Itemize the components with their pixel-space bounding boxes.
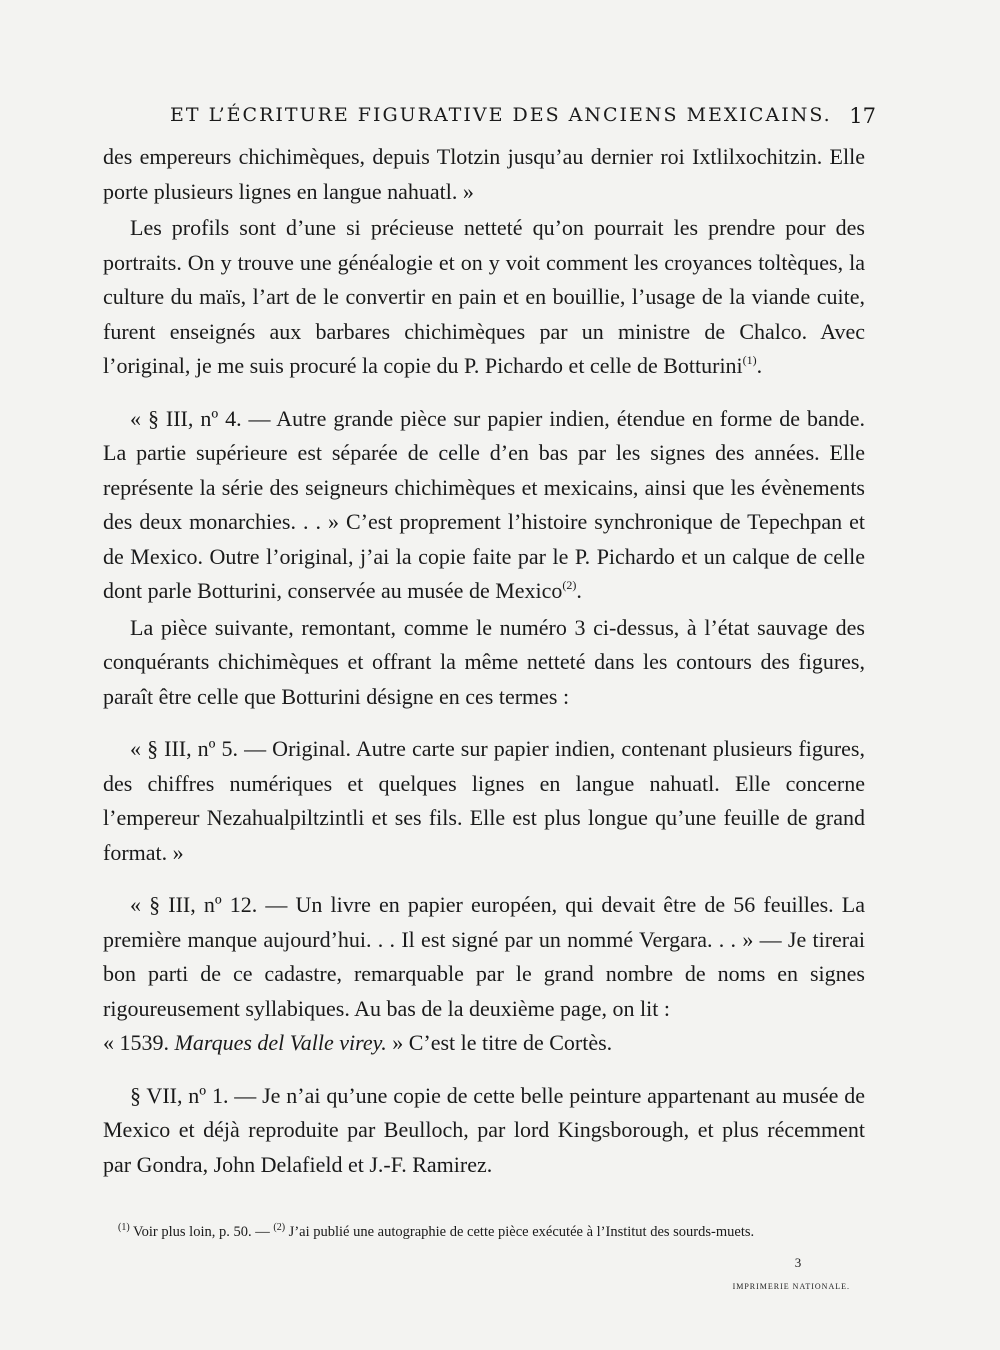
footnote-mark-2: (2): [273, 1222, 286, 1233]
page-number: 17: [849, 104, 876, 128]
quote-end: » C’est le titre de Cortès.: [392, 1030, 613, 1055]
quote-start: « 1539.: [103, 1030, 169, 1055]
running-header: ET L’ÉCRITURE FIGURATIVE DES ANCIENS MEXICAINS.: [170, 104, 832, 126]
footnote-text-1: Voir plus loin, p. 50. —: [133, 1224, 270, 1240]
paragraph-text: « § III, nº 4. — Autre grande pièce sur papier indien, étendue en forme de bande. La partie supérieure est séparée de celle d’en bas par les signes des années. Elle représente la série des seigneurs chichimèques et mexicains, ainsi que les évènements des deux monarchies. . . » C’est proprement l’histoire synchronique de Tepechpan et de Mexico. Outre l’original, j’ai la copie faite par le P. Pichardo et un calque de celle dont parle Botturini, conservée au musée de Mexico: [103, 405, 865, 603]
footnote-text-2: J’ai publié une autographie de cette pièce exécutée à l’Institut des sourds-muets.: [288, 1224, 755, 1240]
paragraph-text: Les profils sont d’une si précieuse netteté qu’on pourrait les prendre pour des portraits. On y trouve une généalogie et on y voit comment les croyances toltèques, la culture du maïs, l’art de le convertir en pain et en bouillie, l’usage de la viande cuite, furent enseignés aux barbares chichimèques par un ministre de Chalco. Avec l’original, je me suis procuré la copie du P. Pichardo et celle de Botturini: [103, 215, 865, 378]
paragraph-continued: des empereurs chichimèques, depuis Tlotzin jusqu’au dernier roi Ixtlilxochitzin. Elle porte plusieurs lignes en langue nahuatl. »: [103, 144, 865, 204]
signature-mark: 3: [794, 1255, 802, 1270]
footnote-ref-2: (2): [562, 578, 577, 592]
paragraph-quote-iii-12: « § III, nº 12. — Un livre en papier européen, qui devait être de 56 feuilles. La première manque aujourd’hui. . . Il est signé par un nommé Vergara. . . » — Je tirerai bon parti de ce cadastre, remarquable par le grand nombre de noms en signes rigoureusement syllabiques. Au bas de la deuxième page, on lit :: [103, 892, 865, 1021]
paragraph-marques: [103, 1026, 865, 1061]
paragraph-end: .: [756, 353, 763, 378]
paragraph-vii-1: § VII, nº 1. — Je n’ai qu’une copie de cette belle peinture appartenant au musée de Mexico et déjà reproduite par Beulloch, par lord Kingsborough, et plus récemment par Gondra, John Delafield et J.-F. Ramirez.: [103, 1082, 865, 1177]
imprint-line: IMPRIMERIE NATIONALE.: [732, 1282, 850, 1291]
footnote-ref-1: (1): [742, 353, 757, 367]
body-text: [103, 140, 865, 1182]
paragraph-end: .: [576, 578, 582, 603]
footnote-mark-1: (1): [118, 1222, 130, 1233]
italic-title: Marques del Valle virey.: [174, 1030, 387, 1055]
paragraph-quote-iii-5: « § III, nº 5. — Original. Autre carte sur papier indien, contenant plusieurs figures, des chiffres numériques et quelques lignes en langue nahuatl. Elle concerne l’empereur Nezahualpiltzintli et ses fils. Elle est plus longue qu’une feuille de grand format. »: [103, 736, 865, 865]
paragraph-piece-suivante: La pièce suivante, remontant, comme le numéro 3 ci-dessus, à l’état sauvage des conquérants chichimèques et offrant la même netteté dans les contours des figures, paraît être celle que Botturini désigne en ces termes :: [103, 614, 865, 709]
footnotes: [118, 1224, 878, 1241]
paragraph-profiles: [103, 211, 865, 384]
paragraph-quote-iii-4: [103, 402, 865, 609]
